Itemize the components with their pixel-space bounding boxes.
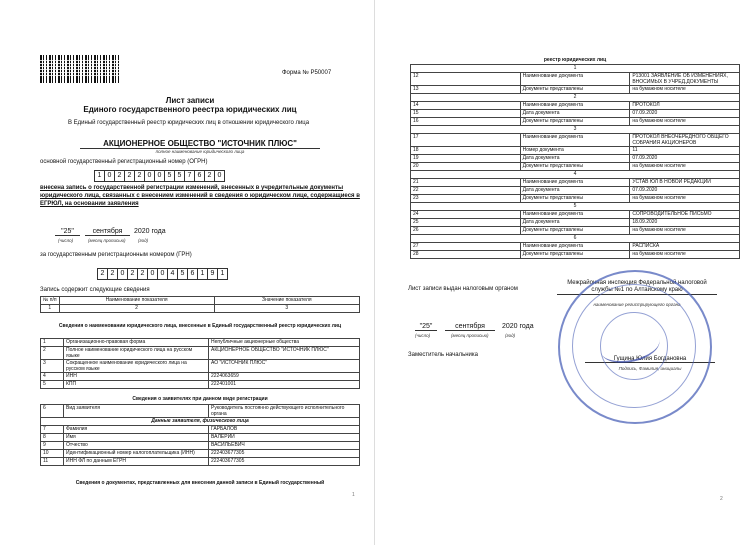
caption-month: (месяц прописью) bbox=[88, 238, 126, 243]
block-number: 5 bbox=[411, 203, 740, 211]
grn-digit: 0 bbox=[117, 268, 128, 280]
table-row bbox=[41, 339, 360, 347]
row-label: Наименование документа bbox=[520, 73, 630, 86]
entry-text: внесена запись о государственной регистрации изменений, внесенных в учредительные документы юридического лица, связанных с внесением изменений в сведения о юридическом лице, содержащиеся в ЕГРЮЛ, на основании заявления bbox=[40, 185, 360, 207]
row-number: 19 bbox=[411, 155, 521, 163]
row-number: 11 bbox=[41, 458, 64, 466]
row-label: Дата документа bbox=[520, 187, 630, 195]
table-row bbox=[41, 360, 360, 373]
section-1-table bbox=[40, 338, 360, 389]
table-row bbox=[411, 102, 740, 110]
ogrn-digit: 2 bbox=[204, 170, 215, 182]
header-col-2: 2 bbox=[59, 305, 214, 313]
row-label: Наименование документа bbox=[520, 243, 630, 251]
row-label: Фамилия bbox=[64, 426, 209, 434]
block-number: 3 bbox=[411, 126, 740, 134]
block-number: 2 bbox=[411, 94, 740, 102]
grn-digit: 9 bbox=[207, 268, 218, 280]
table-row bbox=[41, 434, 360, 442]
signer-caption: Подпись, Фамилия, инициалы bbox=[618, 366, 682, 371]
company-name: АКЦИОНЕРНОЕ ОБЩЕСТВО "ИСТОЧНИК ПЛЮС" bbox=[80, 139, 320, 149]
table-row bbox=[41, 442, 360, 450]
row-value: на бумажном носителе bbox=[630, 227, 740, 235]
row-number: 4 bbox=[41, 373, 64, 381]
table-row bbox=[411, 179, 740, 187]
row-number: 3 bbox=[41, 360, 64, 373]
row-value: ВАЛЕРИЙ bbox=[209, 434, 360, 442]
table-row bbox=[411, 163, 740, 171]
block-number: 6 bbox=[411, 235, 740, 243]
row-value: УСТАВ ЮЛ В НОВОЙ РЕДАКЦИИ bbox=[630, 179, 740, 187]
row-number: 28 bbox=[411, 251, 521, 259]
main-header-table bbox=[40, 296, 360, 313]
section-1-title: Сведения о наименовании юридического лица, внесенные в Единый государственный реестр юридических лиц bbox=[58, 323, 342, 329]
table-row bbox=[411, 211, 740, 219]
ogrn-digit: 7 bbox=[184, 170, 195, 182]
row-value: на бумажном носителе bbox=[630, 118, 740, 126]
table-row bbox=[411, 219, 740, 227]
row-value: ГАРБАЛОВ bbox=[209, 426, 360, 434]
issue-caption-year: (год) bbox=[505, 333, 516, 338]
row-label: Идентификационный номер налогоплательщика (ИНН) bbox=[64, 450, 209, 458]
row-value: 222403677305 bbox=[209, 458, 360, 466]
row-value: 07.09.2020 bbox=[630, 187, 740, 195]
row-label: Вид заявителя bbox=[64, 405, 209, 418]
row-label: Наименование документа bbox=[520, 134, 630, 147]
section-2-subtitle: Данные заявителя, физического лица bbox=[41, 418, 360, 426]
row-number: 15 bbox=[411, 110, 521, 118]
documents-table bbox=[410, 64, 740, 259]
section-2-title: Сведения о заявителях при данном виде регистрации bbox=[132, 396, 268, 402]
row-number: 5 bbox=[41, 381, 64, 389]
table-row bbox=[411, 86, 740, 94]
row-value: СОПРОВОДИТЕЛЬНОЕ ПИСЬМО bbox=[630, 211, 740, 219]
grn-label: за государственным регистрационным номером (ГРН) bbox=[40, 252, 192, 258]
barcode-overlay bbox=[40, 60, 120, 78]
row-label: Организационно-правовая форма bbox=[64, 339, 209, 347]
grn-digit: 2 bbox=[137, 268, 148, 280]
header-col-1: 1 bbox=[41, 305, 60, 313]
row-value: на бумажном носителе bbox=[630, 86, 740, 94]
row-label: Документы представлены bbox=[520, 251, 630, 259]
table-row bbox=[41, 381, 360, 389]
grn-digit: 4 bbox=[167, 268, 178, 280]
table-row bbox=[41, 373, 360, 381]
table-row bbox=[411, 187, 740, 195]
row-label: Дата документа bbox=[520, 110, 630, 118]
intro-text: В Единый государственный реестр юридических лиц в отношении юридического лица bbox=[68, 120, 310, 126]
row-number: 8 bbox=[41, 434, 64, 442]
table-row bbox=[411, 243, 740, 251]
row-label: Документы представлены bbox=[520, 227, 630, 235]
ogrn-digit: 1 bbox=[94, 170, 105, 182]
grn-digit: 2 bbox=[127, 268, 138, 280]
row-value: 222403677305 bbox=[209, 450, 360, 458]
ogrn-digit: 6 bbox=[194, 170, 205, 182]
row-label: Полное наименование юридического лица на русском языке bbox=[64, 347, 209, 360]
ogrn-digit: 0 bbox=[214, 170, 225, 182]
table-row bbox=[411, 227, 740, 235]
grn-digit: 5 bbox=[177, 268, 188, 280]
grn-cells bbox=[98, 268, 228, 280]
header-name: Наименование показателя bbox=[59, 297, 214, 305]
signer-name: Гущина Юлия Богдановна bbox=[585, 356, 715, 363]
row-number: 7 bbox=[41, 426, 64, 434]
row-value: Непубличные акционерные общества bbox=[209, 339, 360, 347]
grn-digit: 0 bbox=[157, 268, 168, 280]
grn-digit: 1 bbox=[197, 268, 208, 280]
row-label: КПП bbox=[64, 381, 209, 389]
issue-date-year: 2020 года bbox=[502, 323, 534, 330]
table-row bbox=[411, 147, 740, 155]
row-number: 10 bbox=[41, 450, 64, 458]
ogrn-digit: 5 bbox=[174, 170, 185, 182]
row-label: Документы представлены bbox=[520, 195, 630, 203]
form-number: Форма № Р50007 bbox=[282, 70, 332, 76]
issue-caption-day: (число) bbox=[415, 333, 431, 338]
row-value: ВАСИЛЬЕВИЧ bbox=[209, 442, 360, 450]
table-row bbox=[411, 134, 740, 147]
title-line-2: Единого государственного реестра юридических лиц bbox=[83, 105, 297, 114]
ogrn-digit: 0 bbox=[104, 170, 115, 182]
table-row bbox=[41, 347, 360, 360]
row-number: 14 bbox=[411, 102, 521, 110]
date-day: "25" bbox=[55, 228, 80, 236]
row-label: Документы представлены bbox=[520, 118, 630, 126]
table-row bbox=[411, 155, 740, 163]
row-number: 24 bbox=[411, 211, 521, 219]
row-value: ПРОТОКОЛ bbox=[630, 102, 740, 110]
row-number: 9 bbox=[41, 442, 64, 450]
document-page-2 bbox=[375, 0, 750, 545]
contains-label: Запись содержит следующие сведения bbox=[40, 287, 150, 293]
row-number: 1 bbox=[41, 339, 64, 347]
page-number-1: 1 bbox=[352, 492, 355, 498]
row-label: Дата документа bbox=[520, 219, 630, 227]
row-label: Наименование документа bbox=[520, 211, 630, 219]
ogrn-digit: 2 bbox=[134, 170, 145, 182]
row-number: 22 bbox=[411, 187, 521, 195]
row-label: Дата документа bbox=[520, 155, 630, 163]
page-number-2: 2 bbox=[720, 496, 723, 502]
authority-name: Межрайонная инспекция Федеральной налоговой службы №1 по Алтайскому краю bbox=[557, 280, 717, 295]
row-value: на бумажном носителе bbox=[630, 195, 740, 203]
row-number: 6 bbox=[41, 405, 64, 418]
ogrn-digit: 5 bbox=[164, 170, 175, 182]
row-number: 27 bbox=[411, 243, 521, 251]
row-value: АКЦИОНЕРНОЕ ОБЩЕСТВО "ИСТОЧНИК ПЛЮС" bbox=[209, 347, 360, 360]
issue-caption-month: (месяц прописью) bbox=[451, 333, 489, 338]
ogrn-digit: 0 bbox=[154, 170, 165, 182]
company-caption: полное наименование юридического лица bbox=[155, 149, 245, 154]
row-value: 07.09.2020 bbox=[630, 110, 740, 118]
row-value: 07.09.2020 bbox=[630, 155, 740, 163]
table-row bbox=[411, 118, 740, 126]
row-label: Сокращенное наименование юридического лица на русском языке bbox=[64, 360, 209, 373]
row-value: на бумажном носителе bbox=[630, 251, 740, 259]
table-row bbox=[411, 110, 740, 118]
block-number: 4 bbox=[411, 171, 740, 179]
grn-digit: 0 bbox=[147, 268, 158, 280]
grn-digit: 1 bbox=[217, 268, 228, 280]
ogrn-label: основной государственный регистрационный номер (ОГРН) bbox=[40, 159, 208, 165]
row-value: 18.09.2020 bbox=[630, 219, 740, 227]
block-number: 1 bbox=[411, 65, 740, 73]
authority-caption: наименование регистрирующего органа bbox=[593, 302, 681, 307]
caption-day: (число) bbox=[58, 238, 74, 243]
row-label: ИНН ФЛ по данным ЕГРН bbox=[64, 458, 209, 466]
row-label: ИНН bbox=[64, 373, 209, 381]
title-line-1: Лист записи bbox=[165, 96, 215, 105]
row-value: 2224063659 bbox=[209, 373, 360, 381]
ogrn-cells bbox=[95, 170, 225, 182]
row-label: Имя bbox=[64, 434, 209, 442]
header-value: Значение показателя bbox=[214, 297, 359, 305]
row-label: Наименование документа bbox=[520, 102, 630, 110]
row-number: 12 bbox=[411, 73, 521, 86]
table-row bbox=[41, 426, 360, 434]
row-number: 25 bbox=[411, 219, 521, 227]
issued-label: Лист записи выдан налоговым органом bbox=[408, 286, 518, 292]
table-row bbox=[411, 195, 740, 203]
ogrn-digit: 0 bbox=[144, 170, 155, 182]
row-number: 26 bbox=[411, 227, 521, 235]
section-3-title: Сведения о документах, представленных для внесения данной записи в Единый государственный bbox=[75, 480, 325, 486]
caption-year: (год) bbox=[138, 238, 149, 243]
row-value: АО "ИСТОЧНИК ПЛЮС" bbox=[209, 360, 360, 373]
deputy-title: Заместитель начальника bbox=[408, 352, 479, 358]
row-label: Документы представлены bbox=[520, 86, 630, 94]
date-month: сентября bbox=[85, 228, 130, 236]
table-row bbox=[411, 73, 740, 86]
table-row bbox=[41, 405, 360, 418]
ogrn-digit: 2 bbox=[124, 170, 135, 182]
header-num: № п/п bbox=[41, 297, 60, 305]
row-value: 11 bbox=[630, 147, 740, 155]
row-number: 23 bbox=[411, 195, 521, 203]
row-value: Руководитель постоянно действующего исполнительного органа bbox=[209, 405, 360, 418]
row-number: 20 bbox=[411, 163, 521, 171]
row-value: на бумажном носителе bbox=[630, 163, 740, 171]
row-value: 222401001 bbox=[209, 381, 360, 389]
row-number: 17 bbox=[411, 134, 521, 147]
table-row bbox=[41, 458, 360, 466]
row-value: РАСПИСКА bbox=[630, 243, 740, 251]
row-label: Наименование документа bbox=[520, 179, 630, 187]
table-row bbox=[411, 251, 740, 259]
row-label: Номер документа bbox=[520, 147, 630, 155]
grn-digit: 2 bbox=[107, 268, 118, 280]
row-number: 21 bbox=[411, 179, 521, 187]
row-number: 18 bbox=[411, 147, 521, 155]
header-col-3: 3 bbox=[214, 305, 359, 313]
row-number: 13 bbox=[411, 86, 521, 94]
grn-digit: 6 bbox=[187, 268, 198, 280]
section-2-table bbox=[40, 404, 360, 466]
row-number: 16 bbox=[411, 118, 521, 126]
row-value: ПРОТОКОЛ ВНЕОЧЕРЕДНОГО ОБЩЕГО СОБРАНИЯ АКЦИОНЕРОВ bbox=[630, 134, 740, 147]
date-year: 2020 года bbox=[134, 228, 166, 235]
issue-date-month: сентября bbox=[445, 323, 495, 331]
ogrn-digit: 2 bbox=[114, 170, 125, 182]
row-label: Документы представлены bbox=[520, 163, 630, 171]
grn-digit: 2 bbox=[97, 268, 108, 280]
page2-header: реестр юридических лиц bbox=[543, 57, 607, 63]
issue-date-day: "25" bbox=[415, 323, 437, 331]
table-row bbox=[41, 450, 360, 458]
row-label: Отчество bbox=[64, 442, 209, 450]
row-value: Р13001 ЗАЯВЛЕНИЕ ОБ ИЗМЕНЕНИЯХ, ВНОСИМЫХ В УЧРЕД.ДОКУМЕНТЫ bbox=[630, 73, 740, 86]
row-number: 2 bbox=[41, 347, 64, 360]
